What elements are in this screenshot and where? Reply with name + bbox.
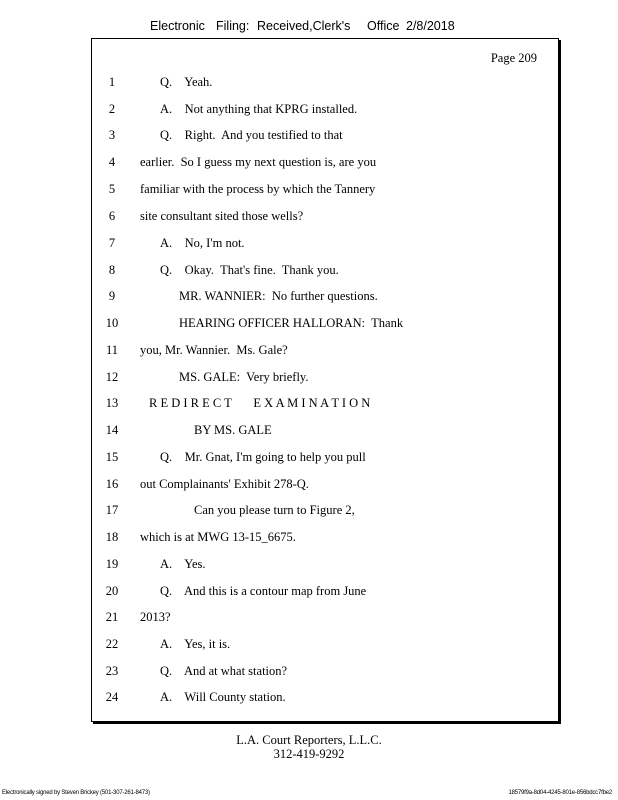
transcript-line [92, 289, 558, 309]
line-text: Q. Right. And you testified to that [160, 128, 343, 142]
line-text: BY MS. GALE [194, 423, 272, 437]
reporter-company: L.A. Court Reporters, L.L.C. [236, 733, 382, 747]
line-number: 3 [108, 128, 116, 142]
transcript-line [92, 155, 558, 175]
line-text: Q. Mr. Gnat, I'm going to help you pull [160, 450, 366, 464]
line-number: 13 [105, 396, 119, 410]
line-text: familiar with the process by which the Tannery [140, 182, 376, 196]
line-number: 15 [105, 450, 119, 464]
transcript-line [92, 584, 558, 604]
line-text: MS. GALE: Very briefly. [179, 370, 309, 384]
line-text: A. Yes. [160, 557, 206, 571]
line-text: 2013? [140, 610, 171, 624]
transcript-page-frame [91, 38, 559, 722]
line-text: site consultant sited those wells? [140, 209, 304, 223]
transcript-line [92, 316, 558, 336]
transcript-line [92, 477, 558, 497]
line-text: you, Mr. Wannier. Ms. Gale? [140, 343, 288, 357]
line-number: 23 [105, 664, 119, 678]
line-text: MR. WANNIER: No further questions. [179, 289, 378, 303]
transcript-line [92, 396, 558, 416]
transcript-line [92, 370, 558, 390]
transcript-line [92, 102, 558, 122]
page-number: Page 209 [490, 51, 537, 65]
line-text: Q. Yeah. [160, 75, 213, 89]
line-number: 1 [108, 75, 116, 89]
transcript-line [92, 503, 558, 523]
line-number: 6 [108, 209, 116, 223]
line-text: earlier. So I guess my next question is, are you [140, 155, 377, 169]
line-text: A. Yes, it is. [160, 637, 231, 651]
line-number: 11 [105, 343, 119, 357]
electronic-signature-note: Electronically signed by Steven Brickey (501-307-261-8473) [2, 790, 150, 796]
filing-stamp-word-2: Filing: [216, 19, 250, 33]
transcript-line [92, 664, 558, 684]
line-text: which is at MWG 13-15_6675. [140, 530, 296, 544]
line-number: 14 [105, 423, 119, 437]
transcript-line [92, 263, 558, 283]
line-text: Q. And at what station? [160, 664, 288, 678]
transcript-line [92, 690, 558, 710]
transcript-line [92, 236, 558, 256]
filing-stamp-word-4: Office [367, 19, 400, 33]
transcript-line [92, 128, 558, 148]
line-text: A. No, I'm not. [160, 236, 245, 250]
line-text: A. Will County station. [160, 690, 286, 704]
line-number: 2 [108, 102, 116, 116]
reporter-phone: 312-419-9292 [273, 747, 345, 761]
transcript-line [92, 610, 558, 630]
line-number: 20 [105, 584, 119, 598]
transcript-line [92, 530, 558, 550]
line-number: 19 [105, 557, 119, 571]
line-text: HEARING OFFICER HALLORAN: Thank [179, 316, 404, 330]
line-number: 8 [108, 263, 116, 277]
transcript-line [92, 423, 558, 443]
line-number: 17 [105, 503, 119, 517]
line-text: Q. And this is a contour map from June [160, 584, 367, 598]
document-hash: 18579f9a-8d04-4245-801e-856bdcc7fbe2 [508, 790, 612, 796]
transcript-line [92, 209, 558, 229]
line-number: 10 [105, 316, 119, 330]
line-text: Q. Okay. That's fine. Thank you. [160, 263, 339, 277]
transcript-line [92, 182, 558, 202]
line-number: 7 [108, 236, 116, 250]
line-number: 16 [105, 477, 119, 491]
filing-stamp-word-3: Received,Clerk's [257, 19, 351, 33]
transcript-line [92, 637, 558, 657]
line-text: A. Not anything that KPRG installed. [160, 102, 358, 116]
section-heading: R E D I R E C T E X A M I N A T I O N [149, 396, 371, 410]
line-number: 12 [105, 370, 119, 384]
transcript-line [92, 343, 558, 363]
transcript-line [92, 75, 558, 95]
transcript-line [92, 450, 558, 470]
line-text: Can you please turn to Figure 2, [194, 503, 355, 517]
line-number: 5 [108, 182, 116, 196]
line-number: 18 [105, 530, 119, 544]
line-number: 9 [108, 289, 116, 303]
line-number: 4 [108, 155, 116, 169]
line-number: 24 [105, 690, 119, 704]
line-text: out Complainants' Exhibit 278-Q. [140, 477, 309, 491]
filing-stamp-date: 2/8/2018 [406, 19, 455, 33]
transcript-line [92, 557, 558, 577]
line-number: 21 [105, 610, 119, 624]
line-number: 22 [105, 637, 119, 651]
filing-stamp-word-1: Electronic [150, 19, 205, 33]
